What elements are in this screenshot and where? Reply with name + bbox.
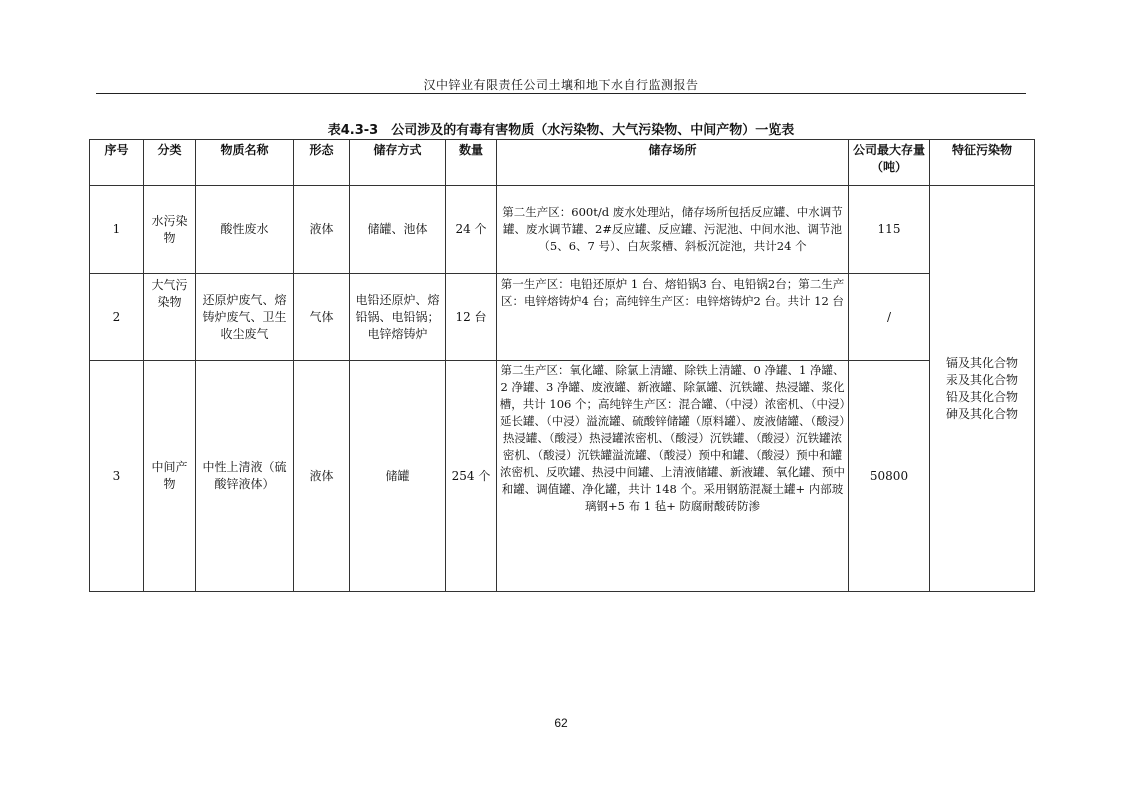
column-header-category: 分类 <box>144 140 196 186</box>
cell-state: 液体 <box>294 361 350 592</box>
cell-substance: 还原炉废气、熔铸炉废气、卫生收尘废气 <box>196 274 294 361</box>
cell-max-storage: / <box>849 274 930 361</box>
cell-storage-method: 储罐、池体 <box>350 186 446 274</box>
cell-storage-location: 第一生产区：电铅还原炉 1 台、熔铅锅3 台、电铅锅2台；第二生产区：电锌熔铸炉4 台；高纯锌生产区：电锌熔铸炉2 台。共计 12 台 <box>497 274 849 361</box>
table-row <box>90 186 1035 274</box>
column-header-storage-location: 储存场所 <box>497 140 849 186</box>
column-header-substance: 物质名称 <box>196 140 294 186</box>
table-row <box>90 361 1035 592</box>
cell-max-storage: 115 <box>849 186 930 274</box>
cell-quantity: 24 个 <box>446 186 497 274</box>
pollutant-item: 汞及其化合物 <box>945 372 1018 387</box>
cell-pollutants <box>930 186 1035 592</box>
cell-no: 1 <box>90 186 144 274</box>
pollutant-item: 镉及其化合物 <box>945 355 1018 370</box>
cell-no: 3 <box>90 361 144 592</box>
column-header-quantity: 数量 <box>446 140 497 186</box>
cell-substance: 酸性废水 <box>196 186 294 274</box>
table-row <box>90 274 1035 361</box>
table-caption: 表4.3-3 公司涉及的有毒有害物质（水污染物、大气污染物、中间产物）一览表 <box>327 123 795 138</box>
column-header-state: 形态 <box>294 140 350 186</box>
cell-storage-method: 电铅还原炉、熔铅锅、电铅锅；电锌熔铸炉 <box>350 274 446 361</box>
cell-state: 气体 <box>294 274 350 361</box>
cell-storage-location: 第二生产区：氧化罐、除氯上清罐、除铁上清罐、0 净罐、1 净罐、2 净罐、3 净罐、废液罐、新液罐、除氯罐、沉铁罐、热浸罐、浆化槽，共计 106 个；高纯锌生产区：混合罐、（中浸）浓密机、（中浸）延长罐、（中浸）溢流罐、硫酸锌储罐（原料罐）、废液储罐、（酸浸）热浸罐、（酸浸）热浸罐浓密机、（酸浸）沉铁罐、（酸浸）沉铁罐浓密机、（酸浸）沉铁罐溢流罐、（酸浸）预中和罐、（酸浸）预中和罐浓密机、反吹罐、热浸中间罐、上清液储罐、新液罐、氧化罐、预中和罐、调值罐、净化罐，共计 148 个。采用钢筋混凝土罐+ 内部玻璃钢+5 布 1 毡+ 防腐耐酸砖防渗 <box>497 361 849 592</box>
report-header-title: 汉中锌业有限责任公司土壤和地下水自行监测报告 <box>423 78 699 92</box>
column-header-storage-method: 储存方式 <box>350 140 446 186</box>
column-header-max-storage: 公司最大存量（吨） <box>849 140 930 186</box>
cell-category: 中间产物 <box>144 361 196 592</box>
table-header-row <box>90 140 1035 186</box>
cell-category: 水污染物 <box>144 186 196 274</box>
cell-substance: 中性上清液（硫酸锌液体） <box>196 361 294 592</box>
page-number: 62 <box>554 716 568 730</box>
cell-quantity: 12 台 <box>446 274 497 361</box>
column-header-no: 序号 <box>90 140 144 186</box>
pollutant-item: 铅及其化合物 <box>945 389 1018 404</box>
cell-storage-location: 第二生产区：600t/d 废水处理站，储存场所包括反应罐、中水调节罐、废水调节罐、2#反应罐、反应罐、污泥池、中间水池、调节池（5、6、7 号）、白灰浆槽、斜板沉淀池，共计24 个 <box>497 186 849 274</box>
cell-category: 大气污染物 <box>144 274 196 361</box>
cell-max-storage: 50800 <box>849 361 930 592</box>
header-divider <box>96 93 1026 94</box>
column-header-pollutants: 特征污染物 <box>930 140 1035 186</box>
cell-storage-method: 储罐 <box>350 361 446 592</box>
cell-no: 2 <box>90 274 144 361</box>
cell-quantity: 254 个 <box>446 361 497 592</box>
pollutant-item: 砷及其化合物 <box>945 406 1018 421</box>
hazardous-substances-table <box>89 139 1035 592</box>
cell-state: 液体 <box>294 186 350 274</box>
